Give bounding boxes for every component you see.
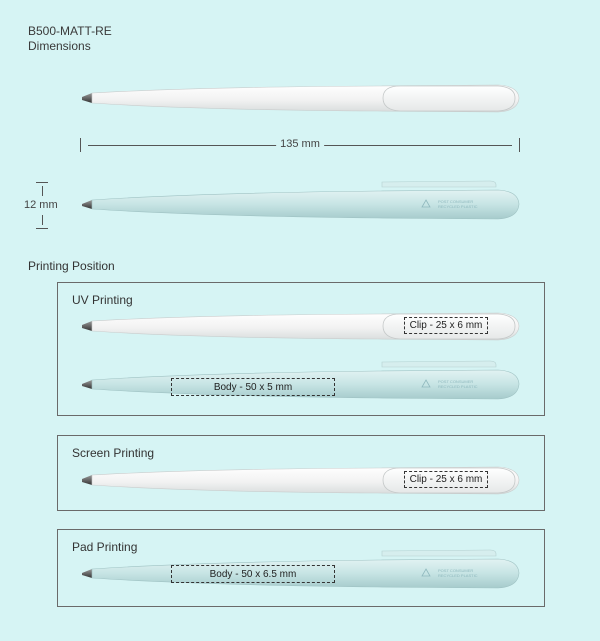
pad-body-print-area: Body - 50 x 6.5 mm [171, 565, 335, 583]
recycle-text-line1: POST CONSUMER [438, 379, 474, 384]
recycle-text-line1: POST CONSUMER [438, 199, 474, 204]
model-code: B500-MATT-RE [28, 24, 112, 38]
diameter-dimension [24, 182, 68, 230]
length-dimension [80, 138, 520, 152]
pen-white-front [78, 78, 523, 120]
pad-printing-title: Pad Printing [72, 540, 138, 554]
recycle-text-line2: RECYCLED PLASTIC [438, 204, 478, 209]
recycle-text-line2: RECYCLED PLASTIC [438, 573, 478, 578]
recycle-text-line2: RECYCLED PLASTIC [438, 384, 478, 389]
printing-section-title: Printing Position [28, 259, 115, 273]
uv-printing-title: UV Printing [72, 293, 133, 307]
pen-mint-side [78, 178, 523, 228]
length-label: 135 mm [276, 138, 324, 150]
diameter-label: 12 mm [24, 199, 58, 211]
uv-clip-print-area: Clip - 25 x 6 mm [404, 317, 488, 334]
screen-printing-title: Screen Printing [72, 446, 155, 460]
uv-body-print-area: Body - 50 x 5 mm [171, 378, 335, 396]
dimensions-subtitle: Dimensions [28, 39, 91, 53]
header [28, 24, 112, 54]
screen-clip-print-area: Clip - 25 x 6 mm [404, 471, 488, 488]
recycle-text-line1: POST CONSUMER [438, 568, 474, 573]
